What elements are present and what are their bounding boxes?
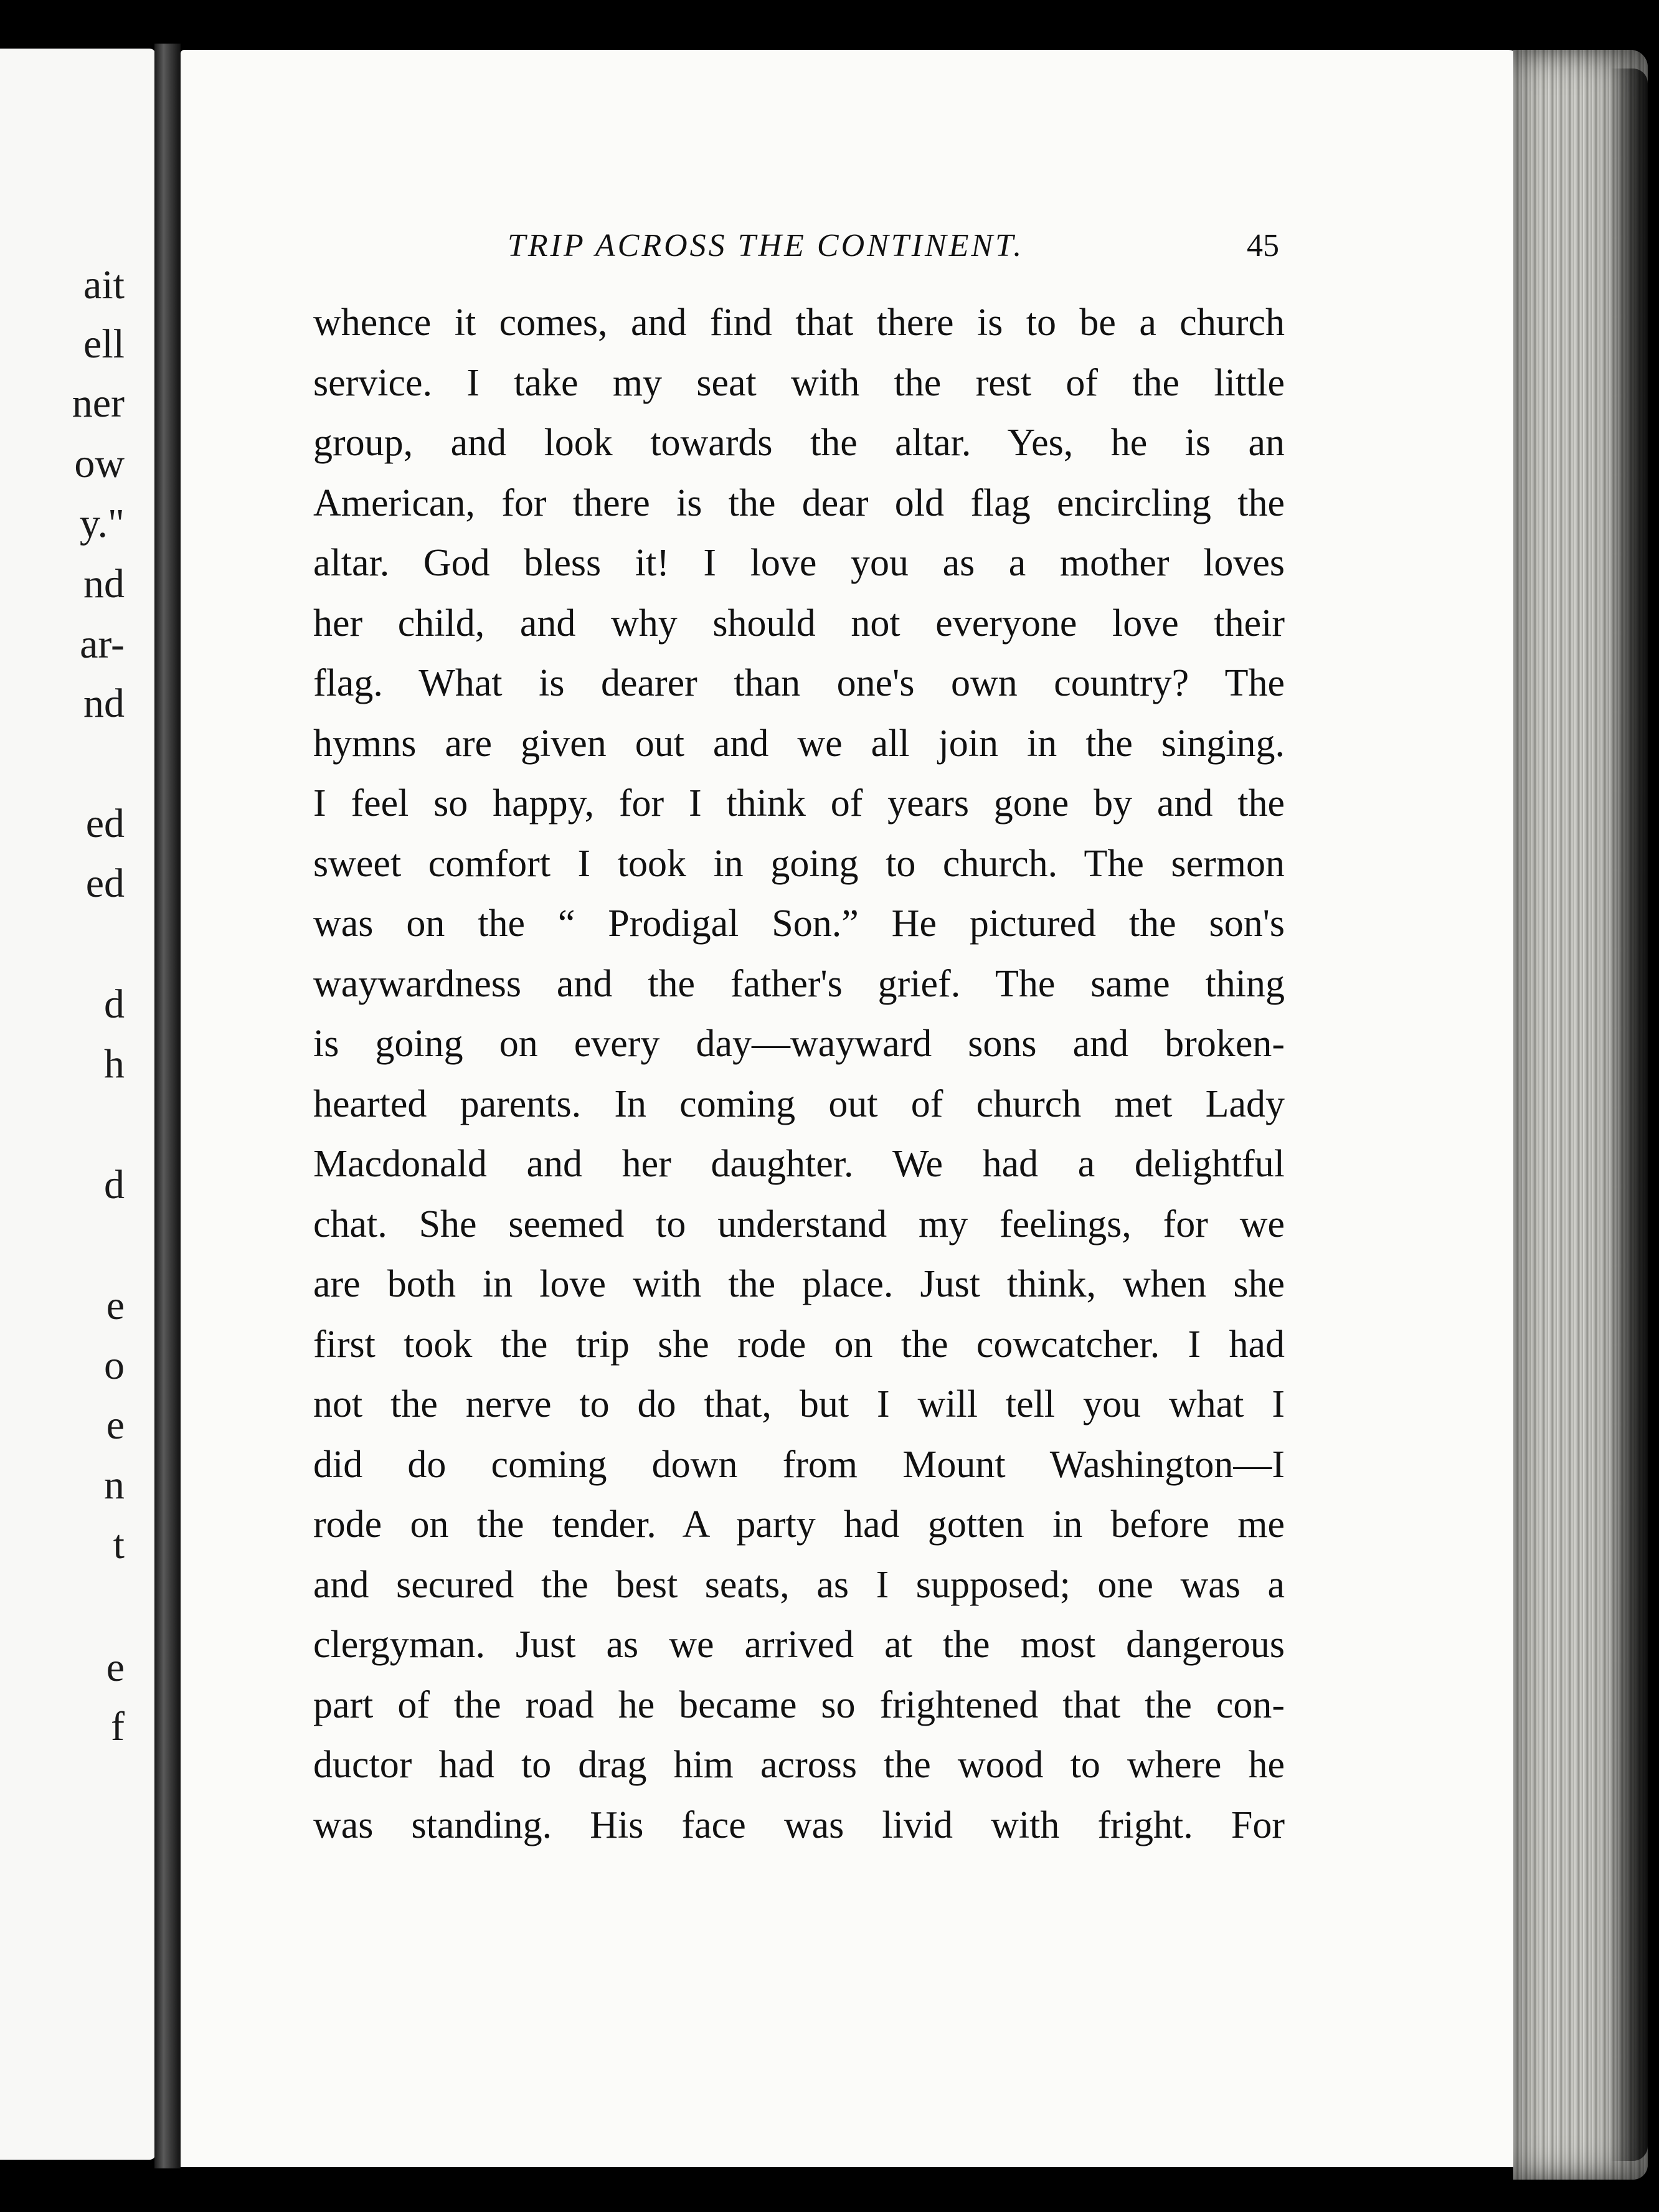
left-page-fragment-text: y." [79,501,125,546]
left-page-fragment [86,863,125,904]
text-line: flag. What is dearer than one's own country? The [313,662,1285,704]
text-line: American, for there is the dear old flag encircling the [313,481,1285,524]
left-page-fragment [113,1524,125,1566]
left-page-fragment [104,1162,125,1208]
left-page-fragment-text: ner [72,380,125,426]
text-line: service. I take my seat with the rest of the little [313,361,1285,404]
left-page-fragment-text: d [104,1162,125,1208]
left-page-fragment [86,803,125,844]
left-page-fragment-text: ow [74,441,125,486]
left-page-fragment [74,443,125,484]
text-line: altar. God bless it! I love you as a mother loves [313,542,1285,584]
text-line: first took the trip she rode on the cowcatcher. I had [313,1323,1285,1366]
text-line: her child, and why should not everyone love their [313,602,1285,645]
text-line: whence it comes, and find that there is to be a church [313,301,1285,344]
text-line: not the nerve to do that, but I will tell you what I [313,1383,1285,1425]
left-page-fragment-text: d [104,981,125,1027]
left-facing-page [0,49,156,2160]
left-page-fragment-text: nd [83,681,125,726]
left-page-fragment-text: ed [85,861,125,906]
text-line: was on the “ Prodigal Son.” He pictured the son's [313,902,1285,945]
text-line: I feel so happy, for I think of years gone by and the [313,782,1285,825]
left-page-fragment-text: h [104,1041,125,1087]
left-page-fragment [72,380,125,426]
left-page-fragment-text: e [106,1402,125,1448]
text-line: hymns are given out and we all join in the singing. [313,722,1285,765]
text-line: group, and look towards the altar. Yes, he is an [313,422,1285,464]
running-head: TRIP ACROSS THE CONTINENT. [508,228,1024,263]
text-line: chat. She seemed to understand my feelings, for we [313,1203,1285,1245]
book-gutter [154,44,181,2168]
left-page-fragment [106,1402,125,1448]
text-line: and secured the best seats, as I supposed; one was a [313,1563,1285,1606]
page-fore-edge [1513,50,1648,2180]
text-line: are both in love with the place. Just think, when she [313,1263,1285,1305]
left-page-fragment-text: ell [83,321,125,367]
text-line: waywardness and the father's grief. The same thing [313,962,1285,1005]
left-page-fragment-text: nd [83,561,125,607]
text-line: did do coming down from Mount Washington—I [313,1443,1285,1486]
left-page-fragment-text: e [106,1283,125,1328]
left-page-fragment-text: t [113,1522,125,1567]
left-page-fragment [104,981,125,1027]
left-page-fragment-text: ait [83,262,125,308]
left-page-fragment [83,262,125,308]
left-page-fragment [80,503,125,544]
left-page-fragment-text: o [104,1343,125,1388]
left-page-fragment [80,624,125,665]
left-page-fragment-text: f [111,1704,125,1749]
text-line: was standing. His face was livid with fright. For [313,1803,1285,1846]
left-page-fragment-text: ed [85,801,125,846]
left-page-fragment [104,1345,125,1386]
text-line: part of the road he became so frightened that the con- [313,1683,1285,1726]
left-page-fragment [104,1462,125,1508]
text-line: is going on every day—wayward sons and broken- [313,1023,1285,1065]
left-page-fragment [83,561,125,607]
left-page-fragment-text: n [104,1462,125,1508]
left-page-fragment [106,1285,125,1326]
left-page-fragment [83,683,125,724]
text-line: rode on the tender. A party had gotten in before me [313,1503,1285,1546]
text-line: ductor had to drag him across the wood to where he [313,1744,1285,1786]
text-line: Macdonald and her daughter. We had a delightful [313,1143,1285,1185]
text-line: hearted parents. In coming out of church met Lady [313,1082,1285,1125]
left-page-fragment [106,1647,125,1688]
text-line: sweet comfort I took in going to church. The sermon [313,842,1285,885]
left-page-fragment-text: ar- [80,622,125,667]
text-line: clergyman. Just as we arrived at the most dangerous [313,1624,1285,1666]
left-page-fragment [104,1041,125,1087]
left-page-fragment [83,321,125,367]
page-number: 45 [1247,228,1279,263]
left-page-fragment [111,1706,125,1747]
left-page-text-fragments [0,49,156,2160]
body-text [313,293,1285,1855]
left-page-fragment-text: e [106,1645,125,1690]
